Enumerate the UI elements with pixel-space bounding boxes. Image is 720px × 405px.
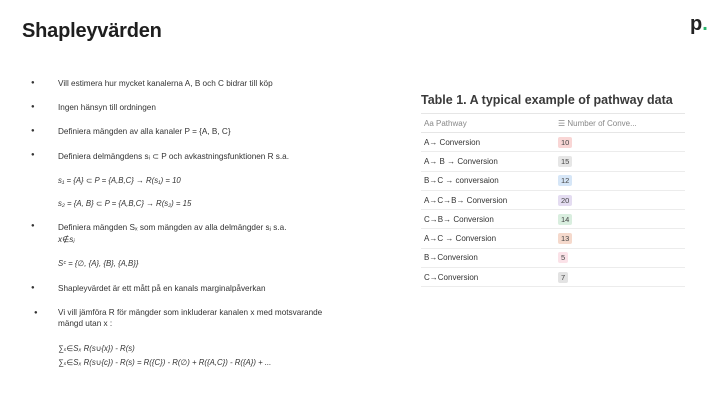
conversion-cell [555,248,685,267]
conversion-cell [555,268,685,287]
formula-sum2: ∑ₛ∈Sₓ R(s∪{c}) - R(s) = R({C}) - R(∅) + R({A,C}) - R({A}) + ... [58,358,272,367]
bullet-item: ● Shapleyvärdet är ett mått på en kanals marginalpåverkan [34,284,242,293]
conversion-cell [555,190,685,209]
pathway-table [421,113,685,287]
table-row[interactable] [421,210,685,229]
table-row[interactable] [421,133,685,152]
formula-s2: s₂ = {A, B} ⊂ P = {A,B,C} → R(s₂) = 15 [58,199,192,208]
pathway-cell: A→C → Conversion [421,229,555,248]
table-row[interactable] [421,171,685,190]
value-badge: 5 [558,252,568,263]
conversion-cell [555,210,685,229]
value-badge: 13 [558,233,572,244]
formula-sc: Sᶜ = {∅, {A}, {B}, {A,B}} [58,259,139,268]
bullet-item-wrapped: ● Vi vill jämföra R för mängder som inkluderar kanalen x med motsvarande mängd utan x : [34,308,323,328]
pathway-cell: A→ B → Conversion [421,152,555,171]
bullet-item: ● Definiera mängden Sₓ som mängden av alla delmängder sⱼ s.a. [34,222,263,232]
table-row[interactable] [421,268,685,287]
conversion-cell [555,171,685,190]
pathway-cell: A→ Conversion [421,133,555,152]
conversion-cell [555,229,685,248]
pathway-cell: B→Conversion [421,248,555,267]
value-badge: 7 [558,272,568,283]
formula-s1: s₁ = {A} ⊂ P = {A,B,C} → R(s₁) = 10 [58,176,181,185]
bullet-item: ● Vill estimera hur mycket kanalerna A, B och C bidrar till köp [34,79,249,88]
table-row[interactable] [421,248,685,267]
pathway-cell: C→B→ Conversion [421,210,555,229]
value-badge: 14 [558,214,572,225]
conversion-cell [555,152,685,171]
table-row[interactable] [421,229,685,248]
pathway-cell: C→Conversion [421,268,555,287]
bullet-item: ● Definiera mängden av alla kanaler P = {A, B, C} [34,127,207,136]
bullet-item: ● Definiera delmängdens sᵢ ⊂ P och avkastningsfunktionen R s.a. [34,151,265,161]
value-badge: 20 [558,195,572,206]
table-row[interactable] [421,190,685,209]
pathway-cell: B→C → conversaion [421,171,555,190]
conversion-cell [555,133,685,152]
table-row[interactable] [421,152,685,171]
column-header-pathway[interactable]: Aa Pathway [421,114,555,133]
bullet-item: ● Ingen hänsyn till ordningen [34,103,132,112]
table-title: Table 1. A typical example of pathway data [421,93,673,107]
value-badge: 15 [558,156,572,167]
value-badge: 12 [558,175,572,186]
column-header-conversions[interactable]: ☰ Number of Conve... [555,114,685,133]
formula-xnotin: x∉sⱼ [58,235,75,244]
value-badge: 10 [558,137,572,148]
pathway-cell: A→C→B→ Conversion [421,190,555,209]
formula-sum1: ∑ₛ∈Sₓ R(s∪{x}) - R(s) [58,344,135,353]
page-title: Shapleyvärden [22,20,162,42]
logo-icon: p. [690,13,708,35]
